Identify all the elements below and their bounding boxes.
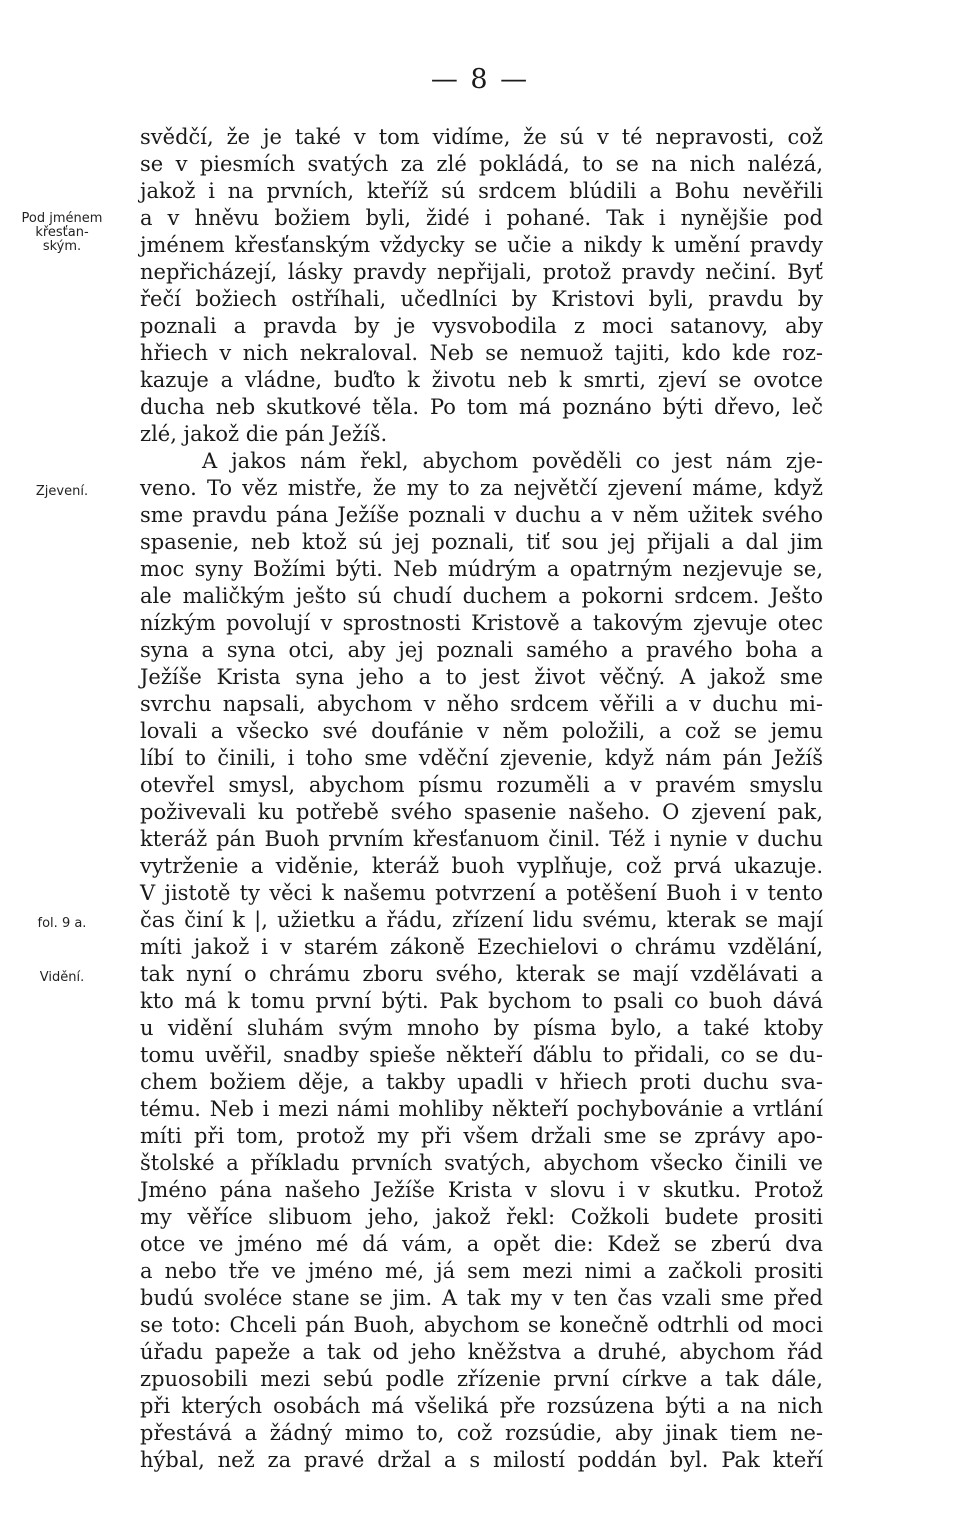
text-line: svědčí, že je také v tom vidíme, že sú v té nepravosti, což: [140, 125, 823, 149]
text-line: spasenie, neb ktož sú jej poznali, tiť sou jej přijali a dal jim: [140, 530, 823, 554]
text-line: Jméno pána našeho Ježíše Krista v slovu i v skutku. Protož: [140, 1178, 823, 1202]
text-line: míti při tom, protož my při všem držali sme se zprávy apo-: [140, 1124, 823, 1148]
text-line: poznali a pravda by je vysvobodila z moci satanovy, aby: [140, 314, 823, 338]
text-line: budú svoléce stane se jim. A tak my v ten čas vzali sme před: [140, 1286, 823, 1310]
margin-note-line: Zjevení.: [35, 484, 89, 499]
text-line: ale maličkým ješto sú chudí duchem a pokorni srdcem. Ješto: [140, 584, 823, 608]
text-line: kto má k tomu první býti. Pak bychom to psali co buoh dává: [140, 989, 823, 1013]
text-line: při kterých osobách má všeliká pře rozsúzena býti a na nich: [140, 1394, 823, 1418]
text-line: svrchu napsali, abychom v něho srdcem věřili a v duchu mi-: [140, 692, 823, 716]
text-line: A jakos nám řekl, abychom pověděli co jest nám zje-: [202, 449, 823, 473]
text-line: poživevali ku potřebě svého spasenie našeho. O zjevení pak,: [140, 800, 823, 824]
text-line: se v piesmích svatých za zlé pokládá, to se na nich nalézá,: [140, 152, 823, 176]
text-line: úřadu papeže a tak od jeho kněžstva a druhé, abychom řád: [140, 1340, 823, 1364]
body-text: [140, 124, 823, 1474]
text-line: štolské a příkladu prvních svatých, abychom všecko činili ve: [140, 1151, 823, 1175]
text-line: nepřicházejí, lásky pravdy nepřijali, protož pravdy nečiní. Byť: [140, 260, 823, 284]
text-line: u vidění sluhám svým mnoho by písma bylo, a také ktoby: [140, 1016, 823, 1040]
page-number: — 8 —: [430, 64, 530, 95]
margin-note-vision: [0, 971, 124, 985]
text-line: sme pravdu pána Ježíše poznali v duchu a v něm užitek svého: [140, 503, 823, 527]
text-line: vytrženie a viděnie, kteráž buoh vyplňuje, což prvá ukazuje.: [140, 854, 823, 878]
text-line: zpuosobili mezi sebú podle zřízenie první církve a tak dále,: [140, 1367, 823, 1391]
text-line: moc syny Božími býti. Neb múdrým a opatrným nezjevuje se,: [140, 557, 823, 581]
text-line: hřiech v nich nekraloval. Neb se nemuož tajiti, kdo kde roz-: [140, 341, 823, 365]
text-line: jménem křesťanským vždycky se učie a nikdy k umění pravdy: [140, 233, 823, 257]
text-line: otevřel smysl, abychom písmu rozuměli a v pravém smyslu: [140, 773, 823, 797]
text-line: nízkým povolují v sprostnosti Kristově a takovým zjevuje otec: [140, 611, 823, 635]
text-line: V jistotě ty věci k našemu potvrzení a potěšení Buoh i v tento: [140, 881, 823, 905]
text-line: veno. To věz mistře, že my to za největčí zjevení máme, když: [140, 476, 823, 500]
text-line: a nebo tře ve jméno mé, já sem mezi nimi a začkoli prositi: [140, 1259, 823, 1283]
margin-note-line: fol. 9 a.: [37, 916, 87, 931]
text-line: zlé, jakož die pán Ježíš.: [140, 422, 388, 446]
text-line: otce ve jméno mé dá vám, a opět die: Kdež se zberú dva: [140, 1232, 823, 1256]
text-line: syna a syna otci, aby jej poznali samého a pravého boha a: [140, 638, 823, 662]
margin-note-christian-name: [0, 212, 124, 254]
text-line: jakož i na prvních, kteříž sú srdcem blúdili a Bohu nevěřili: [140, 179, 823, 203]
text-line: lovali a všecko své doufánie v něm položili, a což se jemu: [140, 719, 823, 743]
margin-note-line: Vidění.: [39, 970, 85, 985]
text-line: míti jakož i v starém zákoně Ezechielovi o chrámu vzdělání,: [140, 935, 823, 959]
text-line: a v hněvu božiem byli, židé i pohané. Tak i nynějšie pod: [140, 206, 823, 230]
text-line: my věříce slibuom jeho, jakož řekl: Cožkoli budete prositi: [140, 1205, 823, 1229]
text-line: ducha neb skutkové těla. Po tom má poznáno býti dřevo, leč: [140, 395, 823, 419]
text-line: hýbal, než za pravé držal a s milostí poddán byl. Pak kteří: [140, 1448, 823, 1472]
margin-note-line: křesťan-: [35, 225, 89, 240]
text-line: tomu uvěřil, snadby spieše někteří ďáblu to přidali, co se du-: [140, 1043, 823, 1067]
text-line: přestává a žádný mimo to, což rozsúdie, aby jinak tiem ne-: [140, 1421, 823, 1445]
text-line: tému. Neb i mezi námi mohliby někteří pochybovánie a vrtlání: [140, 1097, 823, 1121]
text-line: čas činí k |, užietku a řádu, zřízení lidu svému, kterak se mají: [140, 908, 823, 932]
text-line: tak nyní o chrámu zboru svého, kterak se mají vzdělávati a: [140, 962, 823, 986]
text-line: řečí božiech ostříhali, učedlníci by Kristovi byli, pravdu by: [140, 287, 823, 311]
text-line: líbí to činili, i toho sme vděční zjevenie, když nám pán Ježíš: [140, 746, 823, 770]
text-line: chem božiem děje, a takby upadli v hřiech proti duchu sva-: [140, 1070, 823, 1094]
text-line: se toto: Chceli pán Buoh, abychom se konečně odtrhli od moci: [140, 1313, 823, 1337]
text-line: kteráž pán Buoh prvním křesťanuom činil. Též i nynie v duchu: [140, 827, 823, 851]
margin-note-line: ským.: [42, 239, 82, 254]
text-line: Ježíše Krista syna jeho a to jest život věčný. A jakož sme: [140, 665, 823, 689]
text-line: kazuje a vládne, buďto k životu neb k smrti, zjeví se ovotce: [140, 368, 823, 392]
margin-note-line: Pod jménem: [21, 211, 103, 226]
margin-note-folio: [0, 917, 124, 931]
margin-note-revelation: [0, 485, 124, 499]
